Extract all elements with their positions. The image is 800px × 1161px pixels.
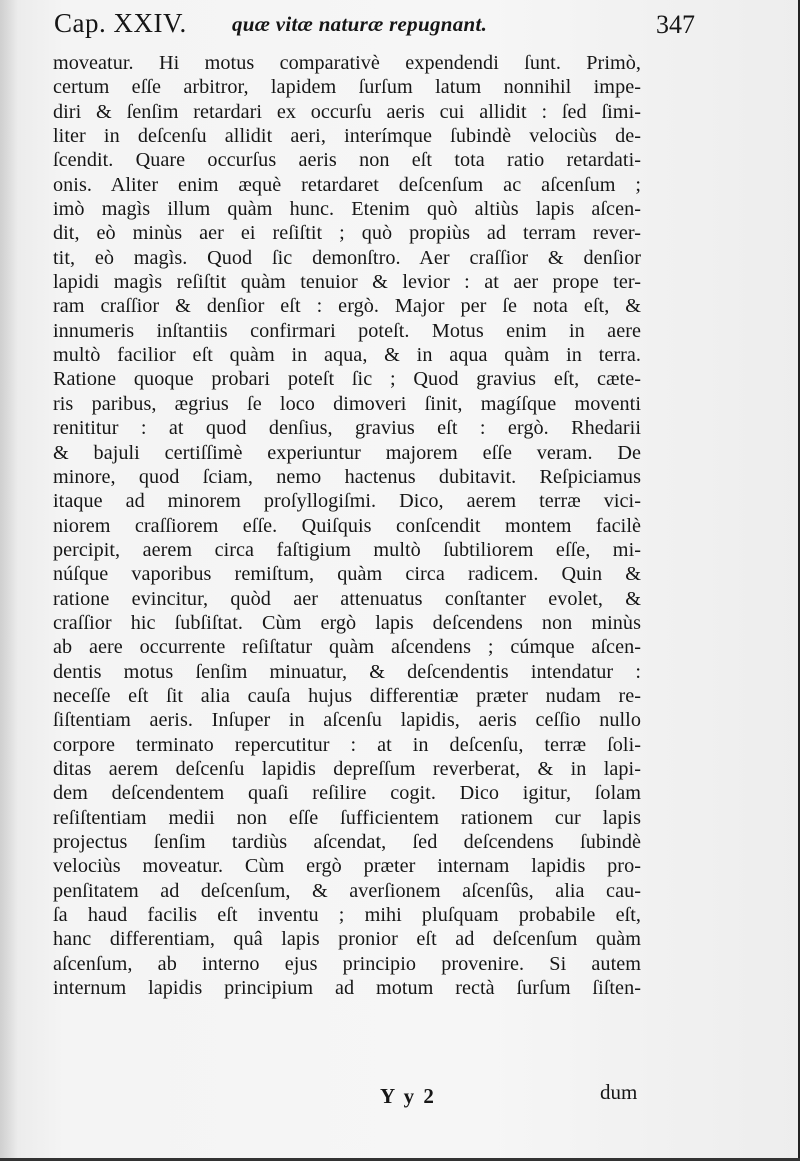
text-line: & bajuli certiſſimè experiuntur majorem eſſe veram. De (53, 441, 641, 464)
text-line: neceſſe eſt ſit alia cauſa hujus differentiæ præter nudam re- (53, 684, 641, 707)
text-line: imò magìs illum quàm hunc. Etenim quò altiùs lapis aſcen- (53, 198, 641, 221)
chapter-heading: Cap. XXIV. (54, 8, 187, 38)
text-line: ris paribus, ægrius ſe loco dimoveri ſinit, magíſque moventi (53, 392, 641, 415)
text-line: onis. Aliter enim æquè retardaret deſcenſum ac aſcenſum ; (53, 173, 641, 196)
text-line: núſque vaporibus remiſtum, quàm circa radicem. Quin & (53, 563, 641, 586)
text-line: ſcendit. Quare occurſus aeris non eſt tota ratio retardati- (53, 149, 641, 172)
text-line: multò facilior eſt quàm in aqua, & in aqua quàm in terra. (53, 344, 641, 367)
text-line: liter in deſcenſu allidit aeri, interímque ſubindè velociùs de- (53, 125, 641, 148)
text-line: ratione evincitur, quòd aer attenuatus conſtanter evolet, & (53, 587, 641, 610)
text-line: tit, eò magìs. Quod ſic demonſtro. Aer craſſior & denſior (53, 246, 641, 269)
text-line: niorem craſſiorem eſſe. Quiſquis conſcendit montem facilè (53, 514, 641, 537)
text-line: Ratione quoque probari poteſt ſic ; Quod gravius eſt, cæte- (53, 368, 641, 391)
page-number: 347 (656, 10, 695, 39)
text-line: itaque ad minorem proſyllogiſmi. Dico, aerem terræ vici- (53, 490, 641, 513)
running-title: quæ vitæ naturæ repugnant. (232, 12, 488, 36)
catchword: dum (600, 1080, 638, 1104)
text-line: percipit, aerem circa faſtigium multò ſubtiliorem eſſe, mi- (53, 538, 641, 561)
text-line: projectus ſenſim tardiùs aſcendat, ſed deſcendens ſubindè (53, 831, 641, 853)
body-text (53, 51, 641, 1000)
text-line: aſcenſum, ab interno ejus principio provenire. Si autem (53, 952, 641, 975)
signature-mark: Y y 2 (380, 1084, 436, 1108)
text-line: hanc differentiam, quâ lapis pronior eſt ad deſcenſum quàm (53, 928, 641, 951)
text-line: internum lapidis principium ad motum rectà ſurſum ſiſten- (53, 977, 641, 1000)
text-line: reſiſtentiam medii non eſſe ſufficientem rationem cur lapis (53, 806, 641, 829)
text-line: innumeris inſtantiis confirmari poteſt. Motus enim in aere (53, 319, 641, 342)
text-line: corpore terminato repercutitur : at in deſcenſu, terræ ſoli- (53, 733, 641, 756)
text-line: ram craſſior & denſior eſt : ergò. Major per ſe nota eſt, & (53, 295, 641, 318)
text-line: penſitatem ad deſcenſum, & averſionem aſcenſûs, alia cau- (53, 879, 641, 902)
text-line: ſiſtentiam aeris. Inſuper in aſcenſu lapidis, aeris ceſſio nullo (53, 709, 641, 732)
text-line: renititur : at quod denſius, gravius eſt : ergò. Rhedarii (53, 417, 641, 440)
text-line: ab aere occurrente reſiſtatur quàm aſcendens ; cúmque aſcen- (53, 636, 641, 659)
text-line: lapidi magìs reſiſtit quàm tenuior & levior : at aer prope ter- (53, 271, 641, 294)
text-line: craſſior hic ſubſiſtat. Cùm ergò lapis deſcendens non minùs (53, 611, 641, 634)
text-line: velociùs moveatur. Cùm ergò præter internam lapidis pro- (53, 855, 641, 878)
text-line: diri & ſenſim retardari ex occurſu aeris cui allidit : ſed ſimi- (53, 100, 641, 123)
text-line: certum eſſe arbitror, lapidem ſurſum latum nonnihil impe- (53, 76, 641, 99)
gutter-shadow (0, 0, 18, 1161)
text-line: minore, quod ſciam, nemo hactenus dubitavit. Reſpiciamus (53, 465, 641, 488)
text-line: dit, eò minùs aer ei reſiſtit ; quò propiùs ad terram rever- (53, 222, 641, 245)
text-line: ditas aerem deſcenſu lapidis depreſſum reverberat, & in lapi- (53, 757, 641, 780)
text-line: moveatur. Hi motus comparativè expendendi ſunt. Primò, (53, 52, 641, 74)
text-line: dem deſcendentem quaſi reſilire cogit. Dico igitur, ſolam (53, 782, 641, 805)
text-line: dentis motus ſenſim minuatur, & deſcendentis intendatur : (53, 660, 641, 683)
text-line: ſa haud facilis eſt inventu ; mihi pluſquam probabile eſt, (53, 904, 641, 927)
